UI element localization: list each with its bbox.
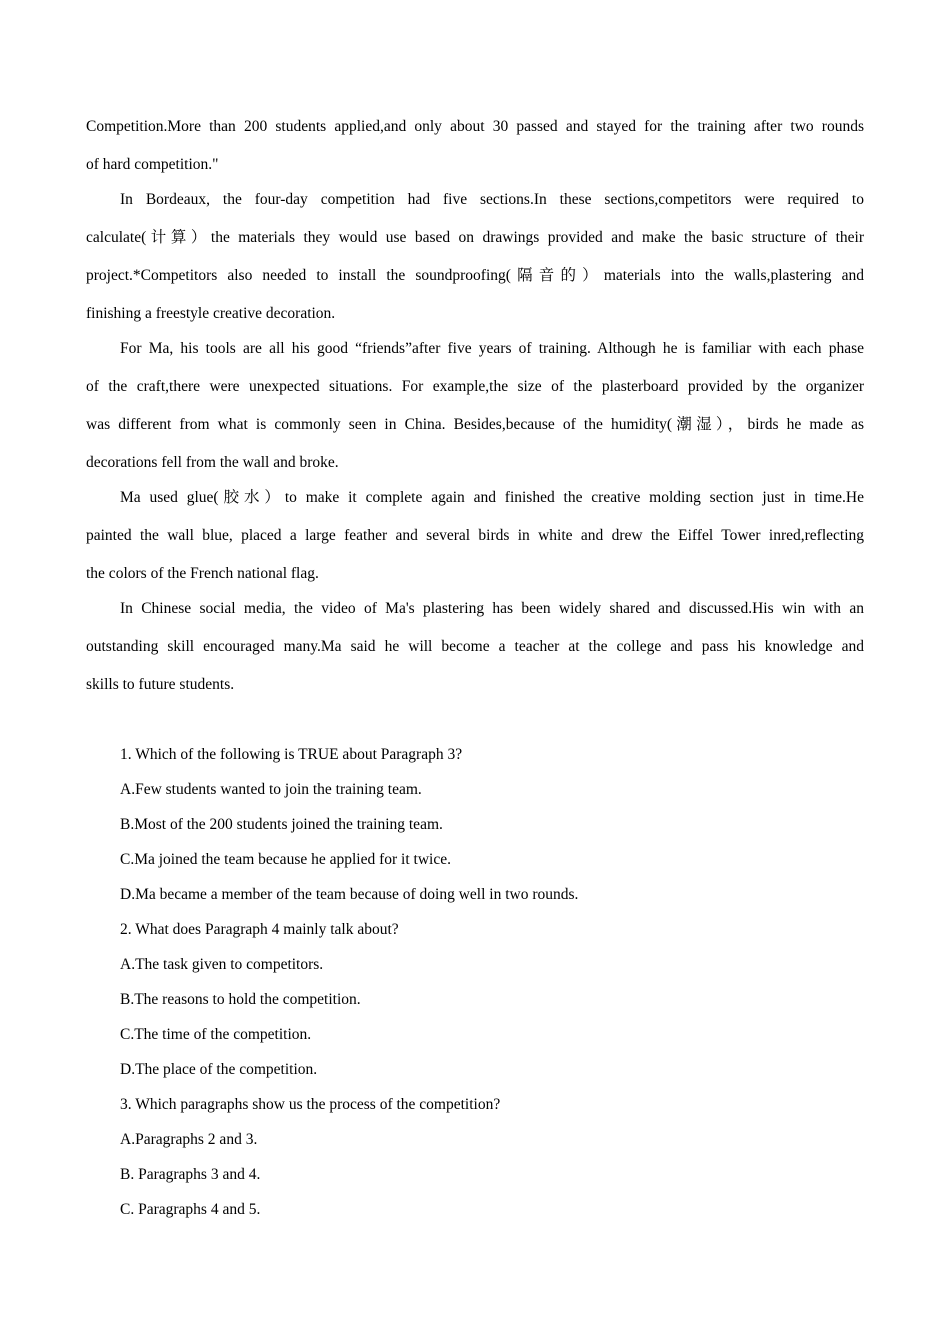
question-3-option-c: C. Paragraphs 4 and 5. <box>120 1201 261 1218</box>
question-3-option-b: B. Paragraphs 3 and 4. <box>120 1166 261 1183</box>
passage-line: outstanding skill encouraged many.Ma said he will become a teacher at the college and pass his knowledge and <box>86 638 864 655</box>
question-1-option-d: D.Ma became a member of the team because of doing well in two rounds. <box>120 886 579 903</box>
passage-line: painted the wall blue, placed a large feather and several birds in white and drew the Eiffel Tower inred,reflecting <box>86 527 864 544</box>
question-1-option-c: C.Ma joined the team because he applied for it twice. <box>120 851 451 868</box>
passage-line: In Bordeaux, the four-day competition had five sections.In these sections,competitors were required to <box>120 191 864 208</box>
question-2: 2. What does Paragraph 4 mainly talk about? <box>120 921 399 938</box>
question-2-option-b: B.The reasons to hold the competition. <box>120 991 361 1008</box>
passage-line: For Ma, his tools are all his good “friends”after five years of training. Although he is familiar with each phase <box>120 340 864 357</box>
passage-line: the colors of the French national flag. <box>86 565 319 582</box>
question-1: 1. Which of the following is TRUE about Paragraph 3? <box>120 746 463 763</box>
question-1-option-b: B.Most of the 200 students joined the training team. <box>120 816 443 833</box>
passage-line: skills to future students. <box>86 676 235 693</box>
passage-line: project.*Competitors also needed to install the soundproofing(隔音的）materials into the walls,plastering and <box>86 267 864 284</box>
question-2-option-c: C.The time of the competition. <box>120 1026 312 1043</box>
passage-line: of the craft,there were unexpected situations. For example,the size of the plasterboard provided by the organizer <box>86 378 864 395</box>
question-3-option-a: A.Paragraphs 2 and 3. <box>120 1131 258 1148</box>
passage-line: Ma used glue(胶水）to make it complete again and finished the creative molding section just in time.He <box>120 489 864 506</box>
passage-line: of hard competition." <box>86 156 219 173</box>
question-1-option-a: A.Few students wanted to join the training team. <box>120 781 422 798</box>
passage-line: Competition.More than 200 students applied,and only about 30 passed and stayed for the training after two rounds <box>86 118 864 135</box>
question-2-option-a: A.The task given to competitors. <box>120 956 324 973</box>
passage-line: In Chinese social media, the video of Ma's plastering has been widely shared and discussed.His win with an <box>120 600 864 617</box>
question-2-option-d: D.The place of the competition. <box>120 1061 318 1078</box>
passage-line: calculate(计算）the materials they would use based on drawings provided and make the basic structure of their <box>86 229 864 246</box>
passage-line: decorations fell from the wall and broke. <box>86 454 339 471</box>
passage-line: finishing a freestyle creative decoration. <box>86 305 336 322</box>
question-3: 3. Which paragraphs show us the process of the competition? <box>120 1096 501 1113</box>
passage-line: was different from what is commonly seen in China. Besides,because of the humidity(潮湿），birds he made as <box>86 416 864 433</box>
